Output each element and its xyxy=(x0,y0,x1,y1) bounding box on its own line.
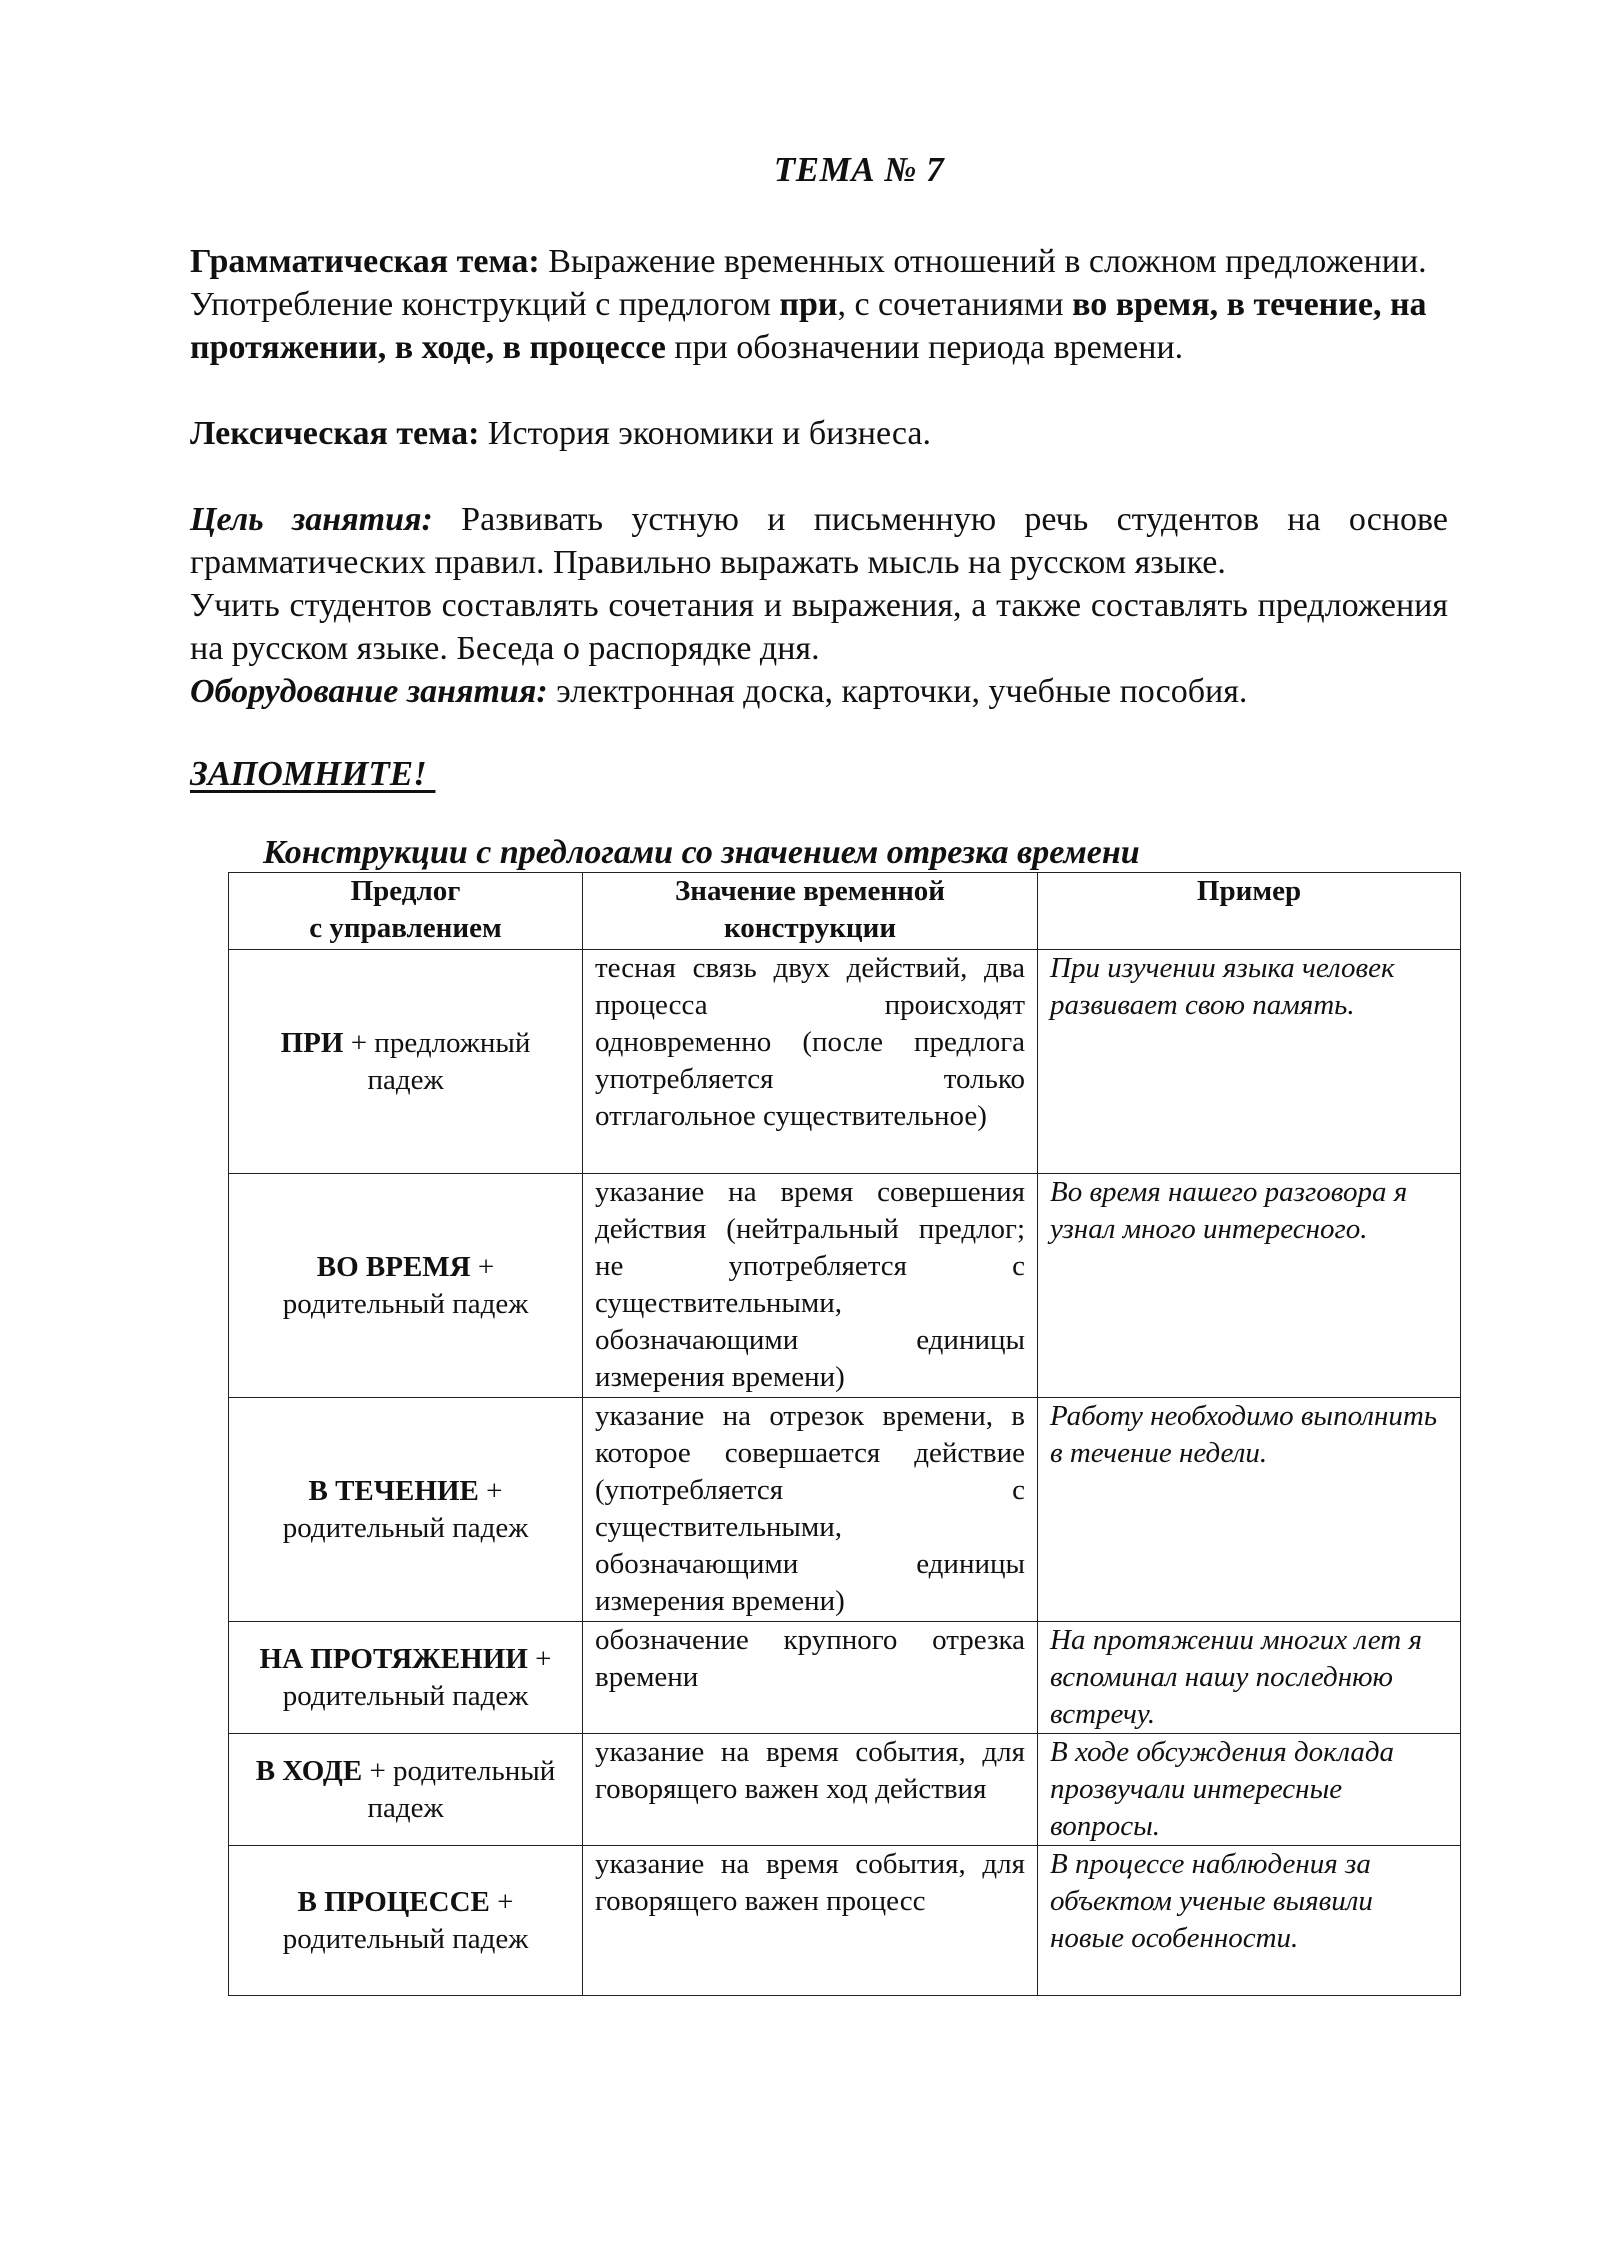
page-title: ТЕМА № 7 xyxy=(773,150,945,189)
preposition-government: + родительный падеж xyxy=(282,1885,529,1955)
meaning-cell: обозначение крупного отрезка времени xyxy=(583,1622,1038,1734)
lexical-topic-label: Лексическая тема: xyxy=(190,415,480,452)
lesson-equipment xyxy=(190,670,1448,713)
grammar-topic-bold-2: во время, в течение, на протяжении, в ходе, в процессе xyxy=(190,286,1427,366)
preposition-government: + предложный падеж xyxy=(343,1026,531,1096)
header-preposition xyxy=(229,873,583,950)
grammar-topic-bold-1: при xyxy=(779,286,838,323)
preposition-cell xyxy=(229,1174,583,1398)
preposition-government: + родительный падеж xyxy=(282,1642,552,1712)
table-row xyxy=(229,1734,1461,1846)
table-row xyxy=(229,1846,1461,1996)
table-header-row xyxy=(229,873,1461,950)
remember-heading: ЗАПОМНИТЕ! xyxy=(190,754,436,793)
table-row xyxy=(229,1398,1461,1622)
preposition-name: НА ПРОТЯЖЕНИИ xyxy=(259,1642,528,1675)
example-cell: Работу необходимо выполнить в течение недели. xyxy=(1038,1398,1461,1622)
header-preposition-line-1: Предлог xyxy=(350,875,461,907)
example-cell: На протяжении многих лет я вспоминал нашу последнюю встречу. xyxy=(1038,1622,1461,1734)
preposition-cell xyxy=(229,1734,583,1846)
preposition-government: + родительный падеж xyxy=(282,1474,529,1544)
example-cell: Во время нашего разговора я узнал много интересного. xyxy=(1038,1174,1461,1398)
lexical-topic-text: История экономики и бизнеса. xyxy=(479,415,932,452)
preposition-cell xyxy=(229,1398,583,1622)
preposition-government: + родительный падеж xyxy=(362,1754,556,1824)
lesson-equipment-text: электронная доска, карточки, учебные пособия. xyxy=(547,673,1248,710)
example-cell: В процессе наблюдения за объектом ученые выявили новые особенности. xyxy=(1038,1846,1461,1996)
lesson-goal-text-2: Учить студентов составлять сочетания и выражения, а также составлять предложения на русском языке. Беседа о распорядке дня. xyxy=(190,587,1448,667)
preposition-cell xyxy=(229,1622,583,1734)
lexical-topic xyxy=(190,412,1448,455)
grammar-topic xyxy=(190,240,1448,369)
example-cell: При изучении языка человек развивает свою память. xyxy=(1038,950,1461,1174)
preposition-name: В ТЕЧЕНИЕ xyxy=(308,1474,479,1507)
preposition-government: + родительный падеж xyxy=(282,1250,529,1320)
grammar-topic-text-1: Выражение временных отношений в сложном предложении. Употребление конструкций с предлогом xyxy=(190,243,1427,323)
header-preposition-line-2: с управлением xyxy=(309,912,502,944)
lesson-goal-label: Цель занятия: xyxy=(190,501,433,538)
header-meaning-line-1: Значение временной xyxy=(674,875,946,907)
preposition-name: ПРИ xyxy=(280,1026,344,1059)
prepositions-table xyxy=(228,872,1461,1996)
preposition-name: ВО ВРЕМЯ xyxy=(316,1250,471,1283)
table-caption: Конструкции с предлогами со значением отрезка времени xyxy=(263,834,1140,871)
preposition-cell xyxy=(229,950,583,1174)
table-row xyxy=(229,1174,1461,1398)
meaning-cell: указание на время события, для говорящего важен процесс xyxy=(583,1846,1038,1996)
meaning-cell: тесная связь двух действий, два процесса происходят одновременно (после предлога употребляется только отглагольное существительное) xyxy=(583,950,1038,1174)
grammar-topic-text-3: при обозначении периода времени. xyxy=(665,329,1184,366)
meaning-cell: указание на время совершения действия (нейтральный предлог; не употребляется с существительными, обозначающими единицы измерения времени) xyxy=(583,1174,1038,1398)
preposition-name: В ПРОЦЕССЕ xyxy=(297,1885,490,1918)
preposition-cell xyxy=(229,1846,583,1996)
header-meaning xyxy=(583,873,1038,950)
lesson-equipment-label: Оборудование занятия: xyxy=(190,673,548,710)
grammar-topic-label: Грамматическая тема: xyxy=(190,243,540,280)
lesson-goal-continued xyxy=(190,584,1448,670)
header-example-label: Пример xyxy=(1196,875,1302,907)
preposition-name: В ХОДЕ xyxy=(255,1754,363,1787)
meaning-cell: указание на время события, для говорящего важен ход действия xyxy=(583,1734,1038,1846)
table-row xyxy=(229,1622,1461,1734)
table-row xyxy=(229,950,1461,1174)
example-cell: В ходе обсуждения доклада прозвучали интересные вопросы. xyxy=(1038,1734,1461,1846)
lesson-goal-text: Развивать устную и письменную речь студентов на основе грамматических правил. Правильно выражать мысль на русском языке. xyxy=(190,501,1448,581)
header-meaning-line-2: конструкции xyxy=(723,912,897,944)
lesson-goal xyxy=(190,498,1448,584)
meaning-cell: указание на отрезок времени, в которое совершается действие (употребляется с существительными, обозначающими единицы измерения времени) xyxy=(583,1398,1038,1622)
header-example xyxy=(1038,873,1461,950)
grammar-topic-text-2: , с сочетаниями xyxy=(837,286,1073,323)
